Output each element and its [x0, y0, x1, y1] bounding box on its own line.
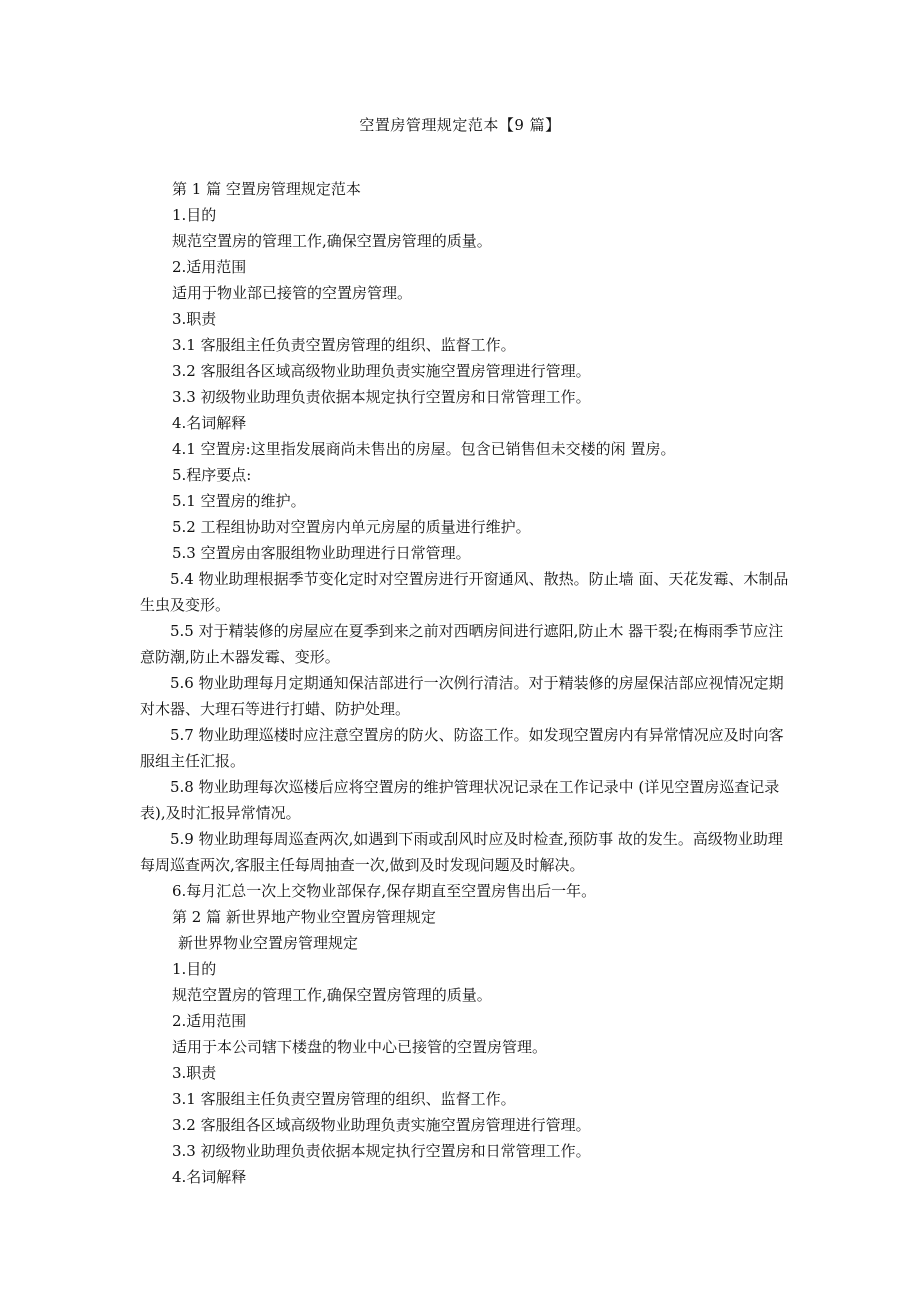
paragraph: 4.名词解释	[172, 414, 247, 432]
paragraph: 第 1 篇 空置房管理规定范本	[172, 180, 361, 198]
paragraph: 5.程序要点:	[172, 466, 252, 484]
document-body	[140, 176, 790, 1190]
paragraph: 1.目的	[172, 960, 217, 978]
paragraph: 第 2 篇 新世界地产物业空置房管理规定	[172, 908, 436, 926]
paragraph: 1.目的	[172, 206, 217, 224]
paragraph: 5.4 物业助理根据季节变化定时对空置房进行开窗通风、散热。防止墙 面、天花发霉、木制品生虫及变形。	[140, 570, 789, 614]
document-title: 空置房管理规定范本【9 篇】	[359, 116, 561, 134]
paragraph: 3.1 客服组主任负责空置房管理的组织、监督工作。	[172, 1090, 516, 1108]
paragraph: 3.3 初级物业助理负责依据本规定执行空置房和日常管理工作。	[172, 1142, 591, 1160]
paragraph: 适用于物业部已接管的空置房管理。	[172, 284, 413, 302]
paragraph: 新世界物业空置房管理规定	[178, 934, 359, 952]
paragraph: 5.2 工程组协助对空置房内单元房屋的质量进行维护。	[172, 518, 531, 536]
paragraph: 规范空置房的管理工作,确保空置房管理的质量。	[172, 232, 492, 250]
paragraph: 5.9 物业助理每周巡查两次,如遇到下雨或刮风时应及时检查,预防事 故的发生。高级物业助理每周巡查两次,客服主任每周抽查一次,做到及时发现问题及时解决。	[140, 830, 783, 874]
paragraph: 3.职责	[172, 310, 217, 328]
paragraph: 3.2 客服组各区域高级物业助理负责实施空置房管理进行管理。	[172, 1116, 591, 1134]
paragraph: 5.5 对于精装修的房屋应在夏季到来之前对西晒房间进行遮阳,防止木 器干裂;在梅雨季节应注意防潮,防止木器发霉、变形。	[140, 622, 784, 666]
paragraph: 6.每月汇总一次上交物业部保存,保存期直至空置房售出后一年。	[172, 882, 597, 900]
paragraph: 3.3 初级物业助理负责依据本规定执行空置房和日常管理工作。	[172, 388, 591, 406]
paragraph: 4.1 空置房:这里指发展商尚未售出的房屋。包含已销售但未交楼的闲 置房。	[172, 440, 676, 458]
paragraph: 2.适用范围	[172, 1012, 247, 1030]
paragraph: 3.职责	[172, 1064, 217, 1082]
paragraph: 4.名词解释	[172, 1168, 247, 1186]
paragraph: 适用于本公司辖下楼盘的物业中心已接管的空置房管理。	[172, 1038, 548, 1056]
paragraph: 3.2 客服组各区域高级物业助理负责实施空置房管理进行管理。	[172, 362, 591, 380]
paragraph: 5.6 物业助理每月定期通知保洁部进行一次例行清洁。对于精装修的房屋保洁部应视情况定期对木器、大理石等进行打蜡、防护处理。	[140, 674, 784, 718]
paragraph: 5.3 空置房由客服组物业助理进行日常管理。	[172, 544, 471, 562]
paragraph: 规范空置房的管理工作,确保空置房管理的质量。	[172, 986, 492, 1004]
paragraph: 5.1 空置房的维护。	[172, 492, 306, 510]
paragraph: 2.适用范围	[172, 258, 247, 276]
paragraph: 3.1 客服组主任负责空置房管理的组织、监督工作。	[172, 336, 516, 354]
paragraph: 5.7 物业助理巡楼时应注意空置房的防火、防盗工作。如发现空置房内有异常情况应及时向客服组主任汇报。	[140, 726, 784, 770]
paragraph: 5.8 物业助理每次巡楼后应将空置房的维护管理状况记录在工作记录中 (详见空置房巡查记录表),及时汇报异常情况。	[140, 778, 780, 822]
